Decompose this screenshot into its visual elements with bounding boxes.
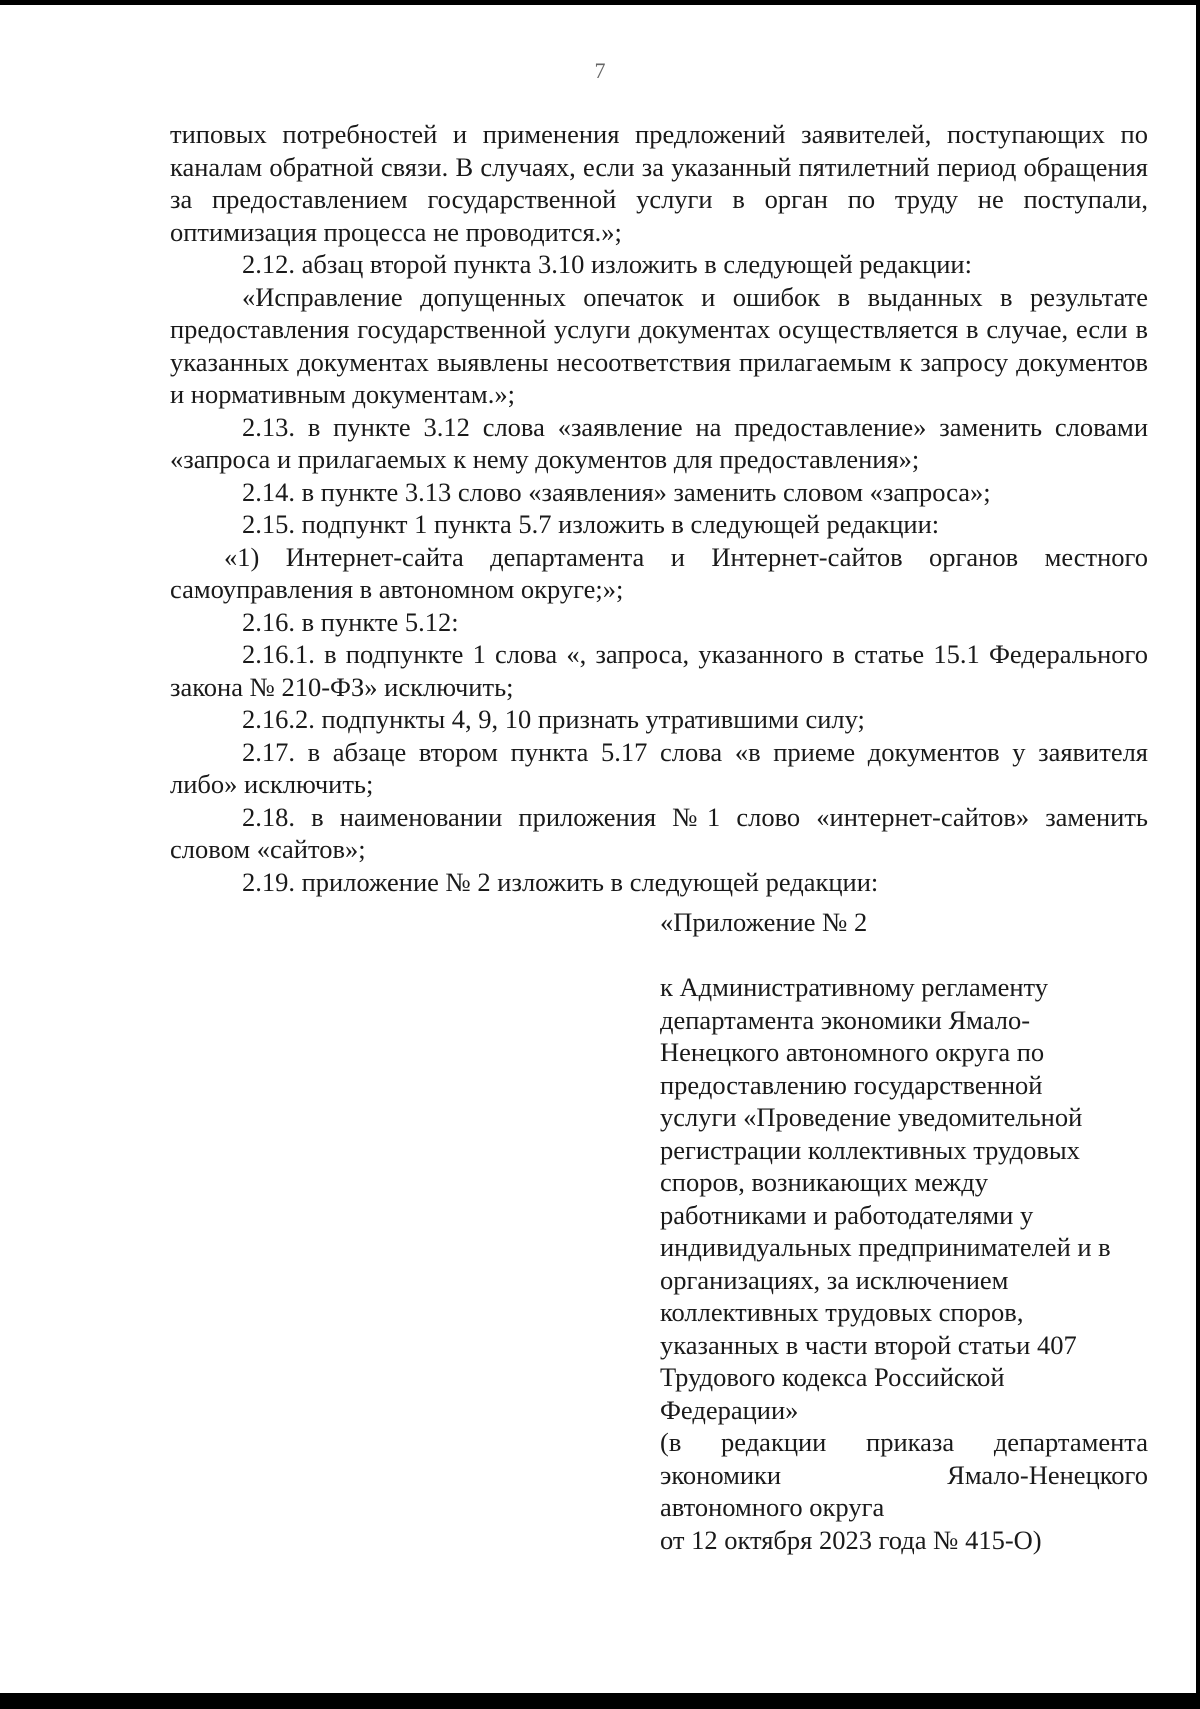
appendix-line: услуги «Проведение уведомительной <box>660 1102 1083 1132</box>
appendix-header-block <box>660 971 1148 1556</box>
paragraph: 2.18. в наименовании приложения №1 слово «интернет-сайтов» заменить словом «сайтов»; <box>170 801 1148 864</box>
appendix-line: указанных в части второй статьи 407 <box>660 1329 1077 1360</box>
appendix-line: департамента экономики Ямало- <box>660 1004 1031 1035</box>
appendix-line: регистрации коллективных трудовых <box>660 1134 1080 1165</box>
paragraph: 2.15. подпункт 1 пункта 5.7 изложить в следующей редакции: <box>242 509 940 539</box>
scan-border-bottom <box>0 1693 1200 1709</box>
note-word: экономики <box>660 1459 782 1490</box>
note-word: Ямало-Ненецкого <box>947 1459 1148 1490</box>
appendix-line: к Административному регламенту <box>660 972 1048 1002</box>
amendment-note-line <box>660 1459 1148 1492</box>
note-word: редакции <box>721 1427 827 1457</box>
paragraph: «Исправление допущенных опечаток и ошибок в выданных в результате предоставления государственной услуги документах осуществляется в случае, если в указанных документах выявлены несоответствия прилагаемым к запросу документов и нормативным документам.»; <box>170 281 1148 409</box>
appendix-line: коллективных трудовых споров, <box>660 1297 1024 1327</box>
appendix-line: индивидуальных предпринимателей и в <box>660 1232 1111 1262</box>
paragraph: 2.13. в пункте 3.12 слова «заявление на предоставление» заменить словами «запроса и прилагаемых к нему документов для предоставления»; <box>170 411 1148 474</box>
paragraph: 2.16.1. в подпункте 1 слова «, запроса, указанного в статье 15.1 Федерального закона № 210-ФЗ» исключить; <box>170 639 1148 702</box>
appendix-line: организациях, за исключением <box>660 1264 1009 1295</box>
paragraph: 2.14. в пункте 3.13 слово «заявления» заменить словом «запроса»; <box>242 476 991 507</box>
paragraph: 2.16. в пункте 5.12: <box>242 606 459 637</box>
amendment-note-line <box>660 1426 1148 1459</box>
appendix-line: предоставлению государственной <box>660 1069 1043 1100</box>
appendix-line: Трудового кодекса Российской <box>660 1362 1005 1392</box>
note-word: (в <box>660 1427 682 1457</box>
note-word: приказа <box>866 1427 955 1457</box>
body-text <box>170 118 1148 898</box>
paragraph: типовых потребностей и применения предложений заявителей, поступающих по каналам обратной связи. В случаях, если за указанный пятилетний период обращения за предоставлением государственной услуги в орган по труду не поступали, оптимизация процесса не проводится.»; <box>170 119 1148 247</box>
appendix-line: работниками и работодателями у <box>660 1199 1034 1230</box>
paragraph: 2.16.2. подпункты 4, 9, 10 признать утратившими силу; <box>242 704 865 734</box>
paragraph: 2.12. абзац второй пункта 3.10 изложить в следующей редакции: <box>242 249 972 279</box>
paragraph: 2.19. приложение № 2 изложить в следующей редакции: <box>242 866 879 897</box>
amendment-note-line: от 12 октября 2023 года № 415-О) <box>660 1524 1042 1555</box>
appendix-title: «Приложение № 2 <box>660 907 868 937</box>
page-number: 7 <box>594 58 606 83</box>
amendment-note-line: автономного округа <box>660 1492 885 1522</box>
scan-border-top <box>0 0 1200 5</box>
paragraph: 2.17. в абзаце втором пункта 5.17 слова «в приеме документов у заявителя либо» исключить; <box>170 736 1148 799</box>
appendix-line: споров, возникающих между <box>660 1167 988 1197</box>
appendix-line: Федерации» <box>660 1394 799 1425</box>
scan-border-right <box>1196 0 1200 1709</box>
appendix-line: Ненецкого автономного округа по <box>660 1037 1045 1067</box>
paragraph: «1) Интернет-сайта департамента и Интернет-сайтов органов местного самоуправления в автономном округе;»; <box>170 541 1148 604</box>
note-word: департамента <box>993 1427 1148 1457</box>
